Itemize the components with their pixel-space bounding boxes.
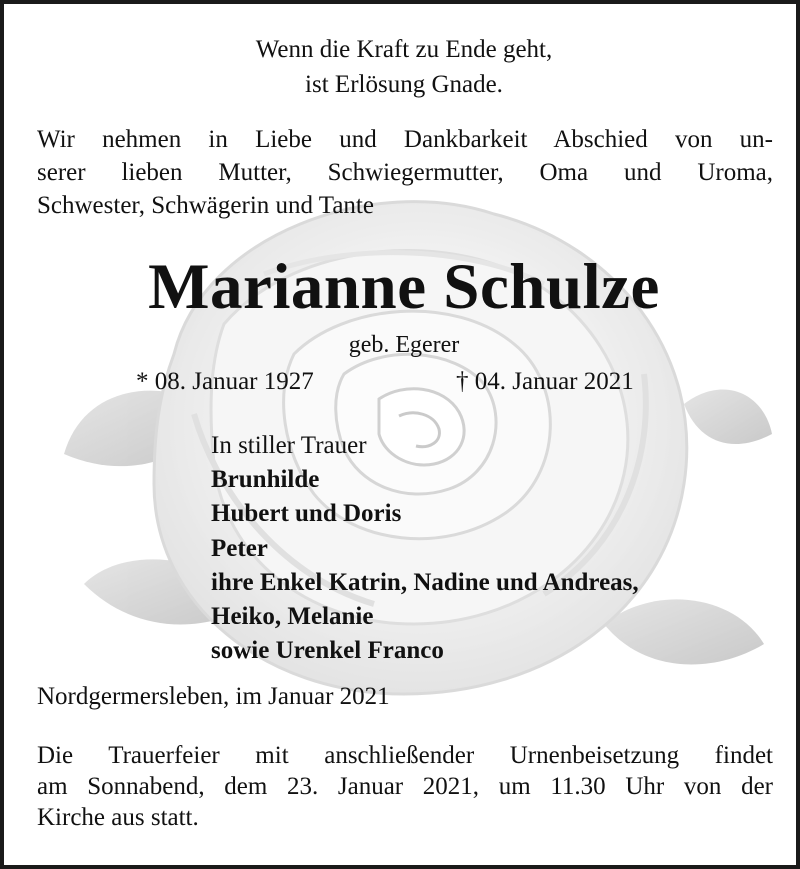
death-date: † 04. Januar 2021 [456, 368, 634, 395]
notice-text [4, 4, 800, 869]
mourner-entry: Hubert und Doris [211, 500, 402, 528]
birth-name: geb. Egerer [348, 332, 460, 358]
service-line: am Sonnabend, dem 23. Januar 2021, um 11.30 Uhr von der [37, 773, 773, 800]
mourner-entry: ihre Enkel Katrin, Nadine und Andreas, [211, 568, 639, 596]
motto [4, 32, 800, 102]
mourners-list [211, 429, 639, 668]
funeral-service-info [37, 740, 773, 833]
mourner-entry: sowie Urenkel Franco [211, 637, 444, 665]
intro-line: Wir nehmen in Liebe und Dankbarkeit Abschied von un- [37, 126, 773, 153]
service-line: Die Trauerfeier mit anschließender Urnenbeisetzung findet [37, 742, 773, 769]
motto-line: Wenn die Kraft zu Ende geht, [255, 36, 553, 63]
motto-line: ist Erlösung Gnade. [305, 71, 503, 98]
place-and-date: Nordgermersleben, im Januar 2021 [37, 683, 390, 710]
service-line: Kirche aus statt. [37, 804, 199, 831]
intro-line: Schwester, Schwägerin und Tante [37, 192, 374, 219]
deceased-name: Marianne Schulze [148, 251, 660, 323]
mourners-heading: In stiller Trauer [211, 432, 367, 459]
intro-paragraph [37, 123, 773, 222]
birth-date: * 08. Januar 1927 [136, 368, 314, 395]
intro-line: serer lieben Mutter, Schwiegermutter, Oma und Uroma, [37, 159, 773, 186]
mourner-entry: Brunhilde [211, 466, 320, 494]
mourner-entry: Heiko, Melanie [211, 603, 374, 631]
mourner-entry: Peter [211, 534, 268, 562]
